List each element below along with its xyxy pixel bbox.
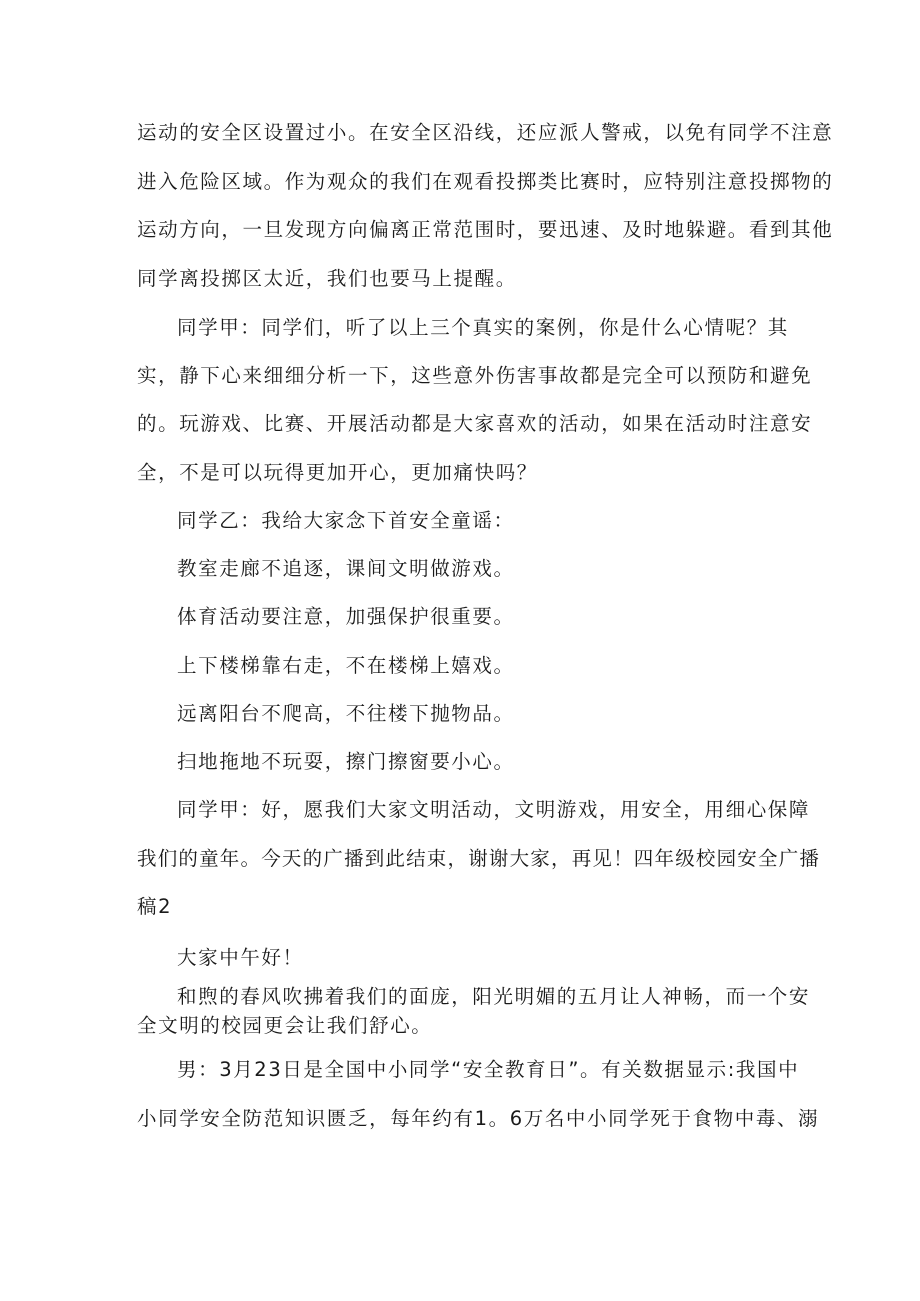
text-line-7: 的。玩游戏、比赛、开展活动都是大家喜欢的活动，如果在活动时注意安 xyxy=(137,412,813,435)
text-line-16: 我们的童年。今天的广播到此结束，谢谢大家，再见！四年级校园安全广播 xyxy=(137,847,821,870)
text-line-22: 小同学安全防范知识匮乏，每年约有1。6万名中小同学死于食物中毒、溺 xyxy=(137,1107,820,1130)
text-line-8: 全，不是可以玩得更加开心，更加痛快吗？ xyxy=(137,461,538,484)
text-line-12: 上下楼梯靠右走，不在楼梯上嬉戏。 xyxy=(177,654,515,677)
text-line-13: 远离阳台不爬高，不往楼下抛物品。 xyxy=(177,702,515,725)
text-line-6: 实，静下心来细细分析一下，这些意外伤害事故都是完全可以预防和避免 xyxy=(137,364,813,387)
text-line-18: 大家中午好！ xyxy=(177,946,304,969)
text-line-21: 男：3月23日是全国中小同学“安全教育日”。有关数据显示:我国中 xyxy=(177,1058,800,1081)
text-line-1: 运动的安全区设置过小。在安全区沿线，还应派人警戒，以免有同学不注意 xyxy=(137,121,834,144)
text-line-9: 同学乙：我给大家念下首安全童谣： xyxy=(177,509,515,532)
text-line-20: 全文明的校园更会让我们舒心。 xyxy=(137,1014,433,1037)
text-line-2: 进入危险区域。作为观众的我们在观看投掷类比赛时，应特别注意投掷物的 xyxy=(137,170,834,193)
text-line-11: 体育活动要注意，加强保护很重要。 xyxy=(177,605,515,628)
text-line-15: 同学甲：好，愿我们大家文明活动，文明游戏，用安全，用细心保障 xyxy=(177,798,811,821)
text-line-14: 扫地拖地不玩耍，擦门擦窗要小心。 xyxy=(177,750,515,773)
text-line-5: 同学甲：同学们，听了以上三个真实的案例，你是什么心情呢？其 xyxy=(177,316,789,339)
text-line-3: 运动方向，一旦发现方向偏离正常范围时，要迅速、及时地躲避。看到其他 xyxy=(137,218,834,241)
text-line-17: 稿2 xyxy=(137,895,173,918)
text-line-19: 和煦的春风吹拂着我们的面庞，阳光明媚的五月让人神畅，而一个安 xyxy=(177,985,811,1008)
text-line-4: 同学离投掷区太近，我们也要马上提醒。 xyxy=(137,267,517,290)
text-line-10: 教室走廊不追逐，课间文明做游戏。 xyxy=(177,557,515,580)
